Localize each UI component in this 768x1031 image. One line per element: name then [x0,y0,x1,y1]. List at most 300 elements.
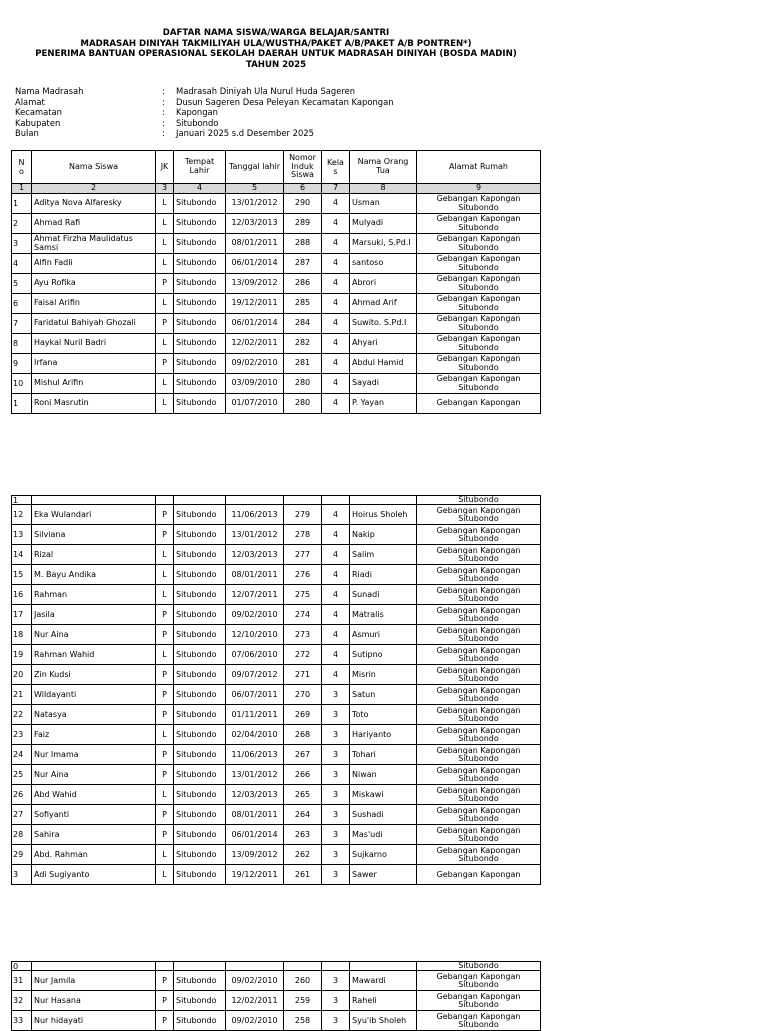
table-row [12,725,541,745]
cell-nama: Rahman [32,585,156,605]
empty-cell [284,962,322,971]
cell-nis: 258 [284,1011,322,1031]
cell-kelas: 4 [322,665,350,685]
cell-ortu: Hariyanto [350,725,417,745]
header-nis: Nomor Induk Siswa [284,151,322,184]
table-row [12,314,541,334]
cell-ortu: Raheli [350,991,417,1011]
cell-no: 29 [12,845,32,865]
cell-no: 12 [12,505,32,525]
empty-cell [32,496,156,505]
cell-tempat: Situbondo [174,765,226,785]
empty-cell [350,496,417,505]
cell-jk: L [156,234,174,254]
cell-no: 31 [12,971,32,991]
cell-ortu: Abdul Hamid [350,354,417,374]
cell-tempat: Situbondo [174,194,226,214]
cell-tempat: Situbondo [174,294,226,314]
cell-tempat: Situbondo [174,274,226,294]
table-row [12,294,541,314]
cell-ortu: Sawer [350,865,417,885]
cell-no: 1 [12,194,32,214]
cell-tanggal: 12/07/2011 [226,585,284,605]
cell-nis: 289 [284,214,322,234]
cell-ortu: Mawardi [350,971,417,991]
title-line-4: TAHUN 2025 [245,59,307,70]
cell-tanggal: 12/02/2011 [226,334,284,354]
cell-tanggal: 03/09/2010 [226,374,284,394]
cell-alamat: Gebangan Kapongan Situbondo [417,334,541,354]
cell-jk: P [156,314,174,334]
cell-jk: P [156,765,174,785]
header-nama: Nama Siswa [32,151,156,184]
cell-nama: Aditya Nova Alfaresky [32,194,156,214]
table-row [12,394,541,414]
cell-jk: L [156,294,174,314]
cell-tanggal: 13/01/2012 [226,194,284,214]
cell-ortu: Hoirus Sholeh [350,505,417,525]
cell-alamat: Gebangan Kapongan Situbondo [417,374,541,394]
cell-jk: P [156,971,174,991]
table-row [12,374,541,394]
cell-ortu: Syu'ib Sholeh [350,1011,417,1031]
cell-tempat: Situbondo [174,394,226,414]
cell-tanggal: 09/02/2010 [226,354,284,374]
title-line-2: MADRASAH DINIYAH TAKMILIYAH ULA/WUSTHA/PAKET A/B/PAKET A/B PONTREN*) [80,38,472,49]
col-num: 3 [156,184,174,194]
cell-no: 2 [12,214,32,234]
cell-tanggal: 08/01/2011 [226,234,284,254]
cell-nis: 273 [284,625,322,645]
cell-ortu: Matralis [350,605,417,625]
empty-cell [350,962,417,971]
info-value: Dusun Sageren Desa Peleyan Kecamatan Kapongan [176,96,394,107]
cell-tanggal: 09/02/2010 [226,1011,284,1031]
document-title [0,28,552,70]
cell-tanggal: 19/12/2011 [226,294,284,314]
cell-nis: 290 [284,194,322,214]
cell-no: 0 [12,962,32,971]
cell-kelas: 3 [322,705,350,725]
cell-tempat: Situbondo [174,525,226,545]
header-ortu: Nama Orang Tua [350,151,417,184]
cell-kelas: 4 [322,194,350,214]
cell-tanggal: 08/01/2011 [226,565,284,585]
cell-alamat: Gebangan Kapongan Situbondo [417,214,541,234]
cell-nama: Jasila [32,605,156,625]
cell-jk: L [156,394,174,414]
cell-tempat: Situbondo [174,991,226,1011]
cell-no: 23 [12,725,32,745]
cell-tempat: Situbondo [174,605,226,625]
cell-tanggal: 09/07/2012 [226,665,284,685]
cell-alamat: Gebangan Kapongan Situbondo [417,505,541,525]
cell-nama: Eka Wulandari [32,505,156,525]
cell-ortu: Niwan [350,765,417,785]
table-row [12,785,541,805]
cell-no: 20 [12,665,32,685]
cell-alamat: Gebangan Kapongan Situbondo [417,605,541,625]
empty-cell [284,496,322,505]
cell-alamat: Gebangan Kapongan Situbondo [417,725,541,745]
cell-alamat: Gebangan Kapongan [417,865,541,885]
cell-kelas: 3 [322,725,350,745]
cell-alamat: Gebangan Kapongan Situbondo [417,825,541,845]
cell-no: 21 [12,685,32,705]
table-row [12,745,541,765]
info-row [15,107,394,118]
cell-tanggal: 06/01/2014 [226,314,284,334]
cell-tempat: Situbondo [174,685,226,705]
cell-ortu: Miskawi [350,785,417,805]
cell-alamat: Gebangan Kapongan Situbondo [417,294,541,314]
cell-nama: Haykal Nuril Badri [32,334,156,354]
cell-tanggal: 12/02/2011 [226,991,284,1011]
cell-alamat: Gebangan Kapongan Situbondo [417,585,541,605]
page-2-table [11,495,541,879]
cell-kelas: 4 [322,314,350,334]
cell-nis: 278 [284,525,322,545]
cell-nama: Sahira [32,825,156,845]
cell-kelas: 3 [322,765,350,785]
cell-tempat: Situbondo [174,705,226,725]
table-row [12,805,541,825]
cell-no: 3 [12,865,32,885]
info-value: Januari 2025 s.d Desember 2025 [176,128,314,138]
cell-jk: L [156,785,174,805]
cell-tanggal: 01/07/2010 [226,394,284,414]
cell-no: 25 [12,765,32,785]
cell-no: 16 [12,585,32,605]
cell-nis: 263 [284,825,322,845]
cell-tanggal: 13/09/2012 [226,845,284,865]
cell-nama: Nur Aina [32,625,156,645]
table-row [12,1011,541,1031]
cell-jk: L [156,725,174,745]
empty-cell [226,962,284,971]
cell-nama: Nur Imama [32,745,156,765]
cell-tempat: Situbondo [174,785,226,805]
cell-alamat: Gebangan Kapongan Situbondo [417,565,541,585]
cell-nama: Ahmat Firzha Maulidatus Samsi [32,234,156,254]
cell-alamat: Situbondo [417,496,541,505]
cell-alamat: Gebangan Kapongan Situbondo [417,354,541,374]
cell-tempat: Situbondo [174,545,226,565]
cell-ortu: Sayadi [350,374,417,394]
cell-no: 24 [12,745,32,765]
cell-nama: Faridatul Bahiyah Ghozali [32,314,156,334]
table-header-row [12,151,541,184]
carry-over-row [12,496,541,505]
cell-nama: Nur Jamila [32,971,156,991]
cell-nis: 264 [284,805,322,825]
cell-tempat: Situbondo [174,374,226,394]
cell-kelas: 4 [322,505,350,525]
cell-nis: 260 [284,971,322,991]
cell-no: 4 [12,254,32,274]
cell-ortu: Sutipno [350,645,417,665]
cell-jk: P [156,505,174,525]
cell-nama: Nur Aina [32,765,156,785]
cell-kelas: 4 [322,274,350,294]
cell-no: 13 [12,525,32,545]
table-row [12,991,541,1011]
cell-alamat: Situbondo [417,962,541,971]
cell-kelas: 4 [322,294,350,314]
cell-nama: Rizal [32,545,156,565]
cell-ortu: Salim [350,545,417,565]
cell-tanggal: 06/01/2014 [226,825,284,845]
cell-nis: 288 [284,234,322,254]
cell-nama: Abd Wahid [32,785,156,805]
cell-tanggal: 12/03/2013 [226,214,284,234]
cell-jk: L [156,645,174,665]
cell-no: 32 [12,991,32,1011]
cell-tempat: Situbondo [174,825,226,845]
info-row [15,128,394,139]
cell-ortu: Sunadi [350,585,417,605]
cell-jk: L [156,214,174,234]
empty-cell [32,962,156,971]
cell-jk: P [156,274,174,294]
info-row [15,86,394,97]
cell-kelas: 4 [322,605,350,625]
info-row [15,97,394,108]
cell-tanggal: 09/02/2010 [226,605,284,625]
cell-alamat: Gebangan Kapongan Situbondo [417,545,541,565]
cell-kelas: 4 [322,645,350,665]
col-num: 5 [226,184,284,194]
cell-alamat: Gebangan Kapongan Situbondo [417,705,541,725]
cell-tempat: Situbondo [174,234,226,254]
cell-ortu: Riadi [350,565,417,585]
cell-alamat: Gebangan Kapongan Situbondo [417,625,541,645]
table-row [12,971,541,991]
info-label: Nama Madrasah [15,86,84,96]
cell-nama: Alfin Fadli [32,254,156,274]
cell-jk: P [156,665,174,685]
cell-nis: 279 [284,505,322,525]
cell-no: 19 [12,645,32,665]
info-label: Alamat [15,96,45,107]
table-row [12,334,541,354]
cell-nama: Mishul Arifin [32,374,156,394]
cell-nis: 274 [284,605,322,625]
cell-tanggal: 06/07/2011 [226,685,284,705]
cell-nis: 280 [284,374,322,394]
cell-kelas: 4 [322,545,350,565]
info-value: Kapongan [176,107,218,117]
cell-tanggal: 19/12/2011 [226,865,284,885]
cell-alamat: Gebangan Kapongan Situbondo [417,745,541,765]
cell-kelas: 4 [322,254,350,274]
cell-nama: Ahmad Rafi [32,214,156,234]
cell-jk: P [156,605,174,625]
col-num: 6 [284,184,322,194]
cell-tempat: Situbondo [174,845,226,865]
cell-tanggal: 12/10/2010 [226,625,284,645]
cell-nama: Wildayanti [32,685,156,705]
cell-jk: P [156,1011,174,1031]
table-row [12,645,541,665]
cell-nis: 269 [284,705,322,725]
cell-tanggal: 13/09/2012 [226,274,284,294]
cell-kelas: 3 [322,785,350,805]
cell-tanggal: 07/06/2010 [226,645,284,665]
cell-no: 22 [12,705,32,725]
cell-alamat: Gebangan Kapongan Situbondo [417,525,541,545]
table-row [12,605,541,625]
cell-no: 5 [12,274,32,294]
cell-nama: Natasya [32,705,156,725]
cell-ortu: Ahmad Arif [350,294,417,314]
cell-tempat: Situbondo [174,334,226,354]
info-separator: : [162,86,165,96]
cell-alamat: Gebangan Kapongan Situbondo [417,1011,541,1031]
cell-kelas: 4 [322,334,350,354]
cell-tanggal: 08/01/2011 [226,805,284,825]
cell-jk: P [156,745,174,765]
cell-jk: P [156,805,174,825]
cell-nis: 281 [284,354,322,374]
column-number-row [12,184,541,194]
cell-nis: 280 [284,394,322,414]
page-1-table [11,150,541,410]
info-label: Kabupaten [15,117,61,128]
cell-nama: Irfana [32,354,156,374]
table-row [12,525,541,545]
cell-nama: Abd. Rahman [32,845,156,865]
cell-no: 17 [12,605,32,625]
cell-nama: Zin Kudsi [32,665,156,685]
school-info [15,86,394,139]
cell-tempat: Situbondo [174,505,226,525]
empty-cell [174,496,226,505]
empty-cell [174,962,226,971]
cell-jk: L [156,865,174,885]
cell-jk: L [156,845,174,865]
cell-ortu: Ahyari [350,334,417,354]
cell-tempat: Situbondo [174,314,226,334]
cell-kelas: 3 [322,991,350,1011]
table-row [12,685,541,705]
table-row [12,585,541,605]
cell-tempat: Situbondo [174,745,226,765]
cell-nis: 285 [284,294,322,314]
cell-nis: 268 [284,725,322,745]
cell-ortu: Mulyadi [350,214,417,234]
cell-no: 27 [12,805,32,825]
cell-kelas: 3 [322,1011,350,1031]
cell-no: 33 [12,1011,32,1031]
info-value: Madrasah Diniyah Ula Nurul Huda Sageren [176,86,356,96]
cell-jk: L [156,194,174,214]
cell-no: 10 [12,374,32,394]
cell-no: 3 [12,234,32,254]
cell-nis: 284 [284,314,322,334]
empty-cell [322,496,350,505]
cell-tanggal: 02/04/2010 [226,725,284,745]
cell-tempat: Situbondo [174,725,226,745]
cell-alamat: Gebangan Kapongan Situbondo [417,645,541,665]
cell-nama: M. Bayu Andika [32,565,156,585]
cell-kelas: 4 [322,354,350,374]
table-row [12,865,541,885]
cell-no: 9 [12,354,32,374]
student-table-continued [11,495,541,885]
cell-tanggal: 06/01/2014 [226,254,284,274]
info-separator: : [162,96,165,107]
cell-nis: 287 [284,254,322,274]
cell-nama: Rahman Wahid [32,645,156,665]
cell-kelas: 4 [322,234,350,254]
cell-nis: 282 [284,334,322,354]
cell-kelas: 4 [322,214,350,234]
header-no: N o [12,151,32,184]
col-num: 4 [174,184,226,194]
cell-kelas: 3 [322,685,350,705]
cell-nis: 275 [284,585,322,605]
cell-ortu: Usman [350,194,417,214]
cell-jk: P [156,525,174,545]
table-row [12,705,541,725]
info-separator: : [162,117,165,128]
cell-tanggal: 11/06/2013 [226,745,284,765]
col-num: 7 [322,184,350,194]
cell-no: 14 [12,545,32,565]
info-value: Situbondo [176,117,219,128]
cell-kelas: 4 [322,585,350,605]
cell-no: 6 [12,294,32,314]
cell-ortu: Mas'udi [350,825,417,845]
cell-tempat: Situbondo [174,805,226,825]
cell-tempat: Situbondo [174,214,226,234]
cell-tempat: Situbondo [174,971,226,991]
cell-ortu: Satun [350,685,417,705]
cell-tempat: Situbondo [174,565,226,585]
cell-nis: 286 [284,274,322,294]
cell-alamat: Gebangan Kapongan Situbondo [417,314,541,334]
cell-nis: 272 [284,645,322,665]
cell-kelas: 3 [322,805,350,825]
cell-jk: P [156,705,174,725]
cell-kelas: 4 [322,525,350,545]
cell-nama: Adi Sugiyanto [32,865,156,885]
cell-alamat: Gebangan Kapongan Situbondo [417,254,541,274]
header-tanggal: Tanggal lahir [226,151,284,184]
table-row [12,254,541,274]
cell-alamat: Gebangan Kapongan Situbondo [417,991,541,1011]
cell-nis: 259 [284,991,322,1011]
cell-alamat: Gebangan Kapongan Situbondo [417,234,541,254]
cell-no: 1 [12,394,32,414]
table-row [12,505,541,525]
cell-nis: 270 [284,685,322,705]
cell-no: 28 [12,825,32,845]
empty-cell [322,962,350,971]
cell-alamat: Gebangan Kapongan Situbondo [417,665,541,685]
cell-alamat: Gebangan Kapongan [417,394,541,414]
cell-kelas: 3 [322,745,350,765]
cell-ortu: Asmuri [350,625,417,645]
cell-nama: Faiz [32,725,156,745]
col-num: 2 [32,184,156,194]
header-alamat: Alamat Rumah [417,151,541,184]
cell-nis: 267 [284,745,322,765]
cell-ortu: Misrin [350,665,417,685]
col-num: 1 [12,184,32,194]
cell-alamat: Gebangan Kapongan Situbondo [417,765,541,785]
